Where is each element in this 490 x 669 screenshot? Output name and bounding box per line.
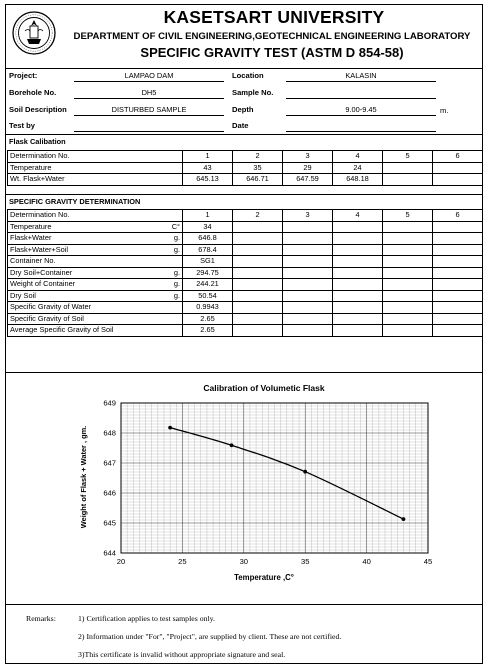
data-point bbox=[303, 470, 307, 474]
row-label: Temperature bbox=[8, 162, 183, 174]
table-cell: 24 bbox=[333, 162, 383, 174]
x-tick-label: 35 bbox=[300, 557, 310, 566]
data-point bbox=[168, 426, 172, 430]
table-cell bbox=[383, 325, 433, 337]
y-tick-label: 649 bbox=[103, 398, 116, 408]
table-cell bbox=[283, 302, 333, 314]
table-row bbox=[8, 302, 483, 314]
flask-calibration-table bbox=[7, 150, 483, 186]
table-cell bbox=[233, 279, 283, 291]
header bbox=[6, 5, 482, 69]
depth-value: 9.00-9.45 bbox=[345, 105, 377, 114]
table-cell bbox=[233, 256, 283, 268]
table-cell: 3 bbox=[283, 151, 333, 163]
table-cell bbox=[383, 162, 433, 174]
table-cell: 1 bbox=[183, 210, 233, 222]
sample-label: Sample No. bbox=[232, 88, 274, 97]
row-unit: g. bbox=[173, 290, 180, 300]
divider bbox=[6, 372, 482, 373]
y-tick-label: 646 bbox=[103, 488, 116, 498]
table-row bbox=[8, 313, 483, 325]
row-label bbox=[8, 302, 183, 314]
department-title: DEPARTMENT OF CIVIL ENGINEERING,GEOTECHNICAL ENGINEERING LABORATORY bbox=[73, 31, 471, 42]
table-cell: 294.75 bbox=[183, 267, 233, 279]
divider bbox=[6, 68, 482, 69]
table-cell bbox=[433, 267, 483, 279]
table-cell bbox=[383, 221, 433, 233]
row-label-text: Weight of Container bbox=[10, 279, 76, 288]
soil-description-value: DISTURBED SAMPLE bbox=[111, 105, 187, 114]
table-cell: 4 bbox=[333, 151, 383, 163]
table-row bbox=[8, 151, 483, 163]
row-label: Wt. Flask+Water bbox=[8, 174, 183, 186]
table-cell bbox=[433, 290, 483, 302]
divider bbox=[6, 134, 482, 135]
x-tick-label: 30 bbox=[239, 557, 249, 566]
table-row bbox=[8, 325, 483, 337]
table-row bbox=[8, 221, 483, 233]
row-label-text: Container No. bbox=[10, 256, 56, 265]
chart-grid bbox=[121, 403, 428, 553]
table-cell bbox=[233, 313, 283, 325]
table-cell bbox=[283, 279, 333, 291]
row-label bbox=[8, 210, 183, 222]
table-cell bbox=[283, 325, 333, 337]
divider bbox=[6, 194, 482, 195]
table-cell: 0.9943 bbox=[183, 302, 233, 314]
sample-line bbox=[286, 98, 436, 99]
test-by-line bbox=[74, 131, 224, 132]
data-point bbox=[402, 517, 406, 521]
row-unit: g. bbox=[173, 279, 180, 288]
y-tick-label: 647 bbox=[103, 458, 116, 468]
y-tick-label: 648 bbox=[103, 428, 116, 438]
table-cell bbox=[233, 221, 283, 233]
university-seal-logo bbox=[12, 11, 56, 55]
table-row bbox=[8, 267, 483, 279]
remarks-label: Remarks: bbox=[26, 614, 56, 623]
table-cell bbox=[283, 221, 333, 233]
table-cell bbox=[433, 162, 483, 174]
table-cell bbox=[433, 174, 483, 186]
row-label-text: Determination No. bbox=[10, 210, 70, 219]
project-line bbox=[74, 81, 224, 82]
table-cell bbox=[383, 313, 433, 325]
y-axis-label: Weight of Flask + Water , gm. bbox=[79, 425, 88, 529]
table-cell bbox=[433, 302, 483, 314]
table-row bbox=[8, 279, 483, 291]
table-cell bbox=[333, 233, 383, 245]
row-label bbox=[8, 233, 183, 245]
row-unit: g. bbox=[173, 267, 180, 277]
flask-calibration-chart bbox=[66, 377, 436, 593]
table-cell: 646.8 bbox=[183, 233, 233, 245]
table-cell bbox=[383, 302, 433, 314]
sg-determination-table bbox=[7, 209, 483, 337]
project-label: Project: bbox=[9, 71, 38, 80]
table-cell bbox=[433, 313, 483, 325]
table-row bbox=[8, 162, 483, 174]
table-cell bbox=[433, 325, 483, 337]
test-by-label: Test by bbox=[9, 121, 36, 130]
table-cell: 2 bbox=[233, 210, 283, 222]
location-value: KALASIN bbox=[345, 71, 377, 80]
y-tick-label: 644 bbox=[103, 548, 116, 558]
table-cell bbox=[383, 174, 433, 186]
table-cell bbox=[433, 279, 483, 291]
row-label-text: Flask+Water+Soil bbox=[10, 244, 69, 254]
table-cell: 647.59 bbox=[283, 174, 333, 186]
table-cell bbox=[283, 267, 333, 279]
row-label bbox=[8, 221, 183, 233]
table-cell: 6 bbox=[433, 210, 483, 222]
table-cell bbox=[283, 256, 333, 268]
table-cell bbox=[233, 302, 283, 314]
table-cell: 648.18 bbox=[333, 174, 383, 186]
table-cell: 35 bbox=[233, 162, 283, 174]
date-line bbox=[286, 131, 436, 132]
test-sheet bbox=[5, 4, 483, 664]
table-cell bbox=[383, 279, 433, 291]
table-cell: 4 bbox=[333, 210, 383, 222]
project-value: LAMPAO DAM bbox=[124, 71, 174, 80]
row-label-text: Flask+Water bbox=[10, 233, 52, 242]
table-cell bbox=[383, 267, 433, 279]
row-label bbox=[8, 290, 183, 302]
x-tick-label: 20 bbox=[116, 557, 126, 566]
remark-item: 3)This certificate is invalid without appropriate signature and seal. bbox=[78, 650, 286, 659]
remark-item: 1) Certification applies to test samples only. bbox=[78, 614, 215, 623]
table-row bbox=[8, 290, 483, 302]
table-row bbox=[8, 256, 483, 268]
table-cell bbox=[433, 233, 483, 245]
sg-determination-title: SPECIFIC GRAVITY DETERMINATION bbox=[9, 197, 141, 206]
table-cell: 50.54 bbox=[183, 290, 233, 302]
data-point bbox=[230, 443, 234, 447]
depth-line bbox=[286, 115, 436, 116]
chart-title: Calibration of Volumetic Flask bbox=[203, 383, 325, 393]
table-cell: 1 bbox=[183, 151, 233, 163]
table-cell bbox=[333, 279, 383, 291]
table-cell bbox=[433, 221, 483, 233]
table-cell bbox=[333, 267, 383, 279]
test-title: SPECIFIC GRAVITY TEST (ASTM D 854-58) bbox=[140, 45, 404, 60]
x-tick-label: 40 bbox=[362, 557, 371, 566]
row-label bbox=[8, 313, 183, 325]
row-label bbox=[8, 279, 183, 291]
soil-description-label: Soil Description bbox=[9, 105, 67, 114]
table-cell bbox=[233, 290, 283, 302]
date-label: Date bbox=[232, 121, 249, 130]
table-cell: 3 bbox=[283, 210, 333, 222]
borehole-value: DH5 bbox=[141, 88, 157, 97]
table-cell: 678.4 bbox=[183, 244, 233, 256]
table-cell: 645.13 bbox=[183, 174, 233, 186]
row-label bbox=[8, 244, 183, 256]
table-cell: 5 bbox=[383, 151, 433, 163]
table-cell bbox=[283, 313, 333, 325]
table-cell bbox=[283, 244, 333, 256]
table-cell bbox=[383, 290, 433, 302]
table-cell: SG1 bbox=[183, 256, 233, 268]
row-label-text: Specific Gravity of Soil bbox=[10, 313, 84, 323]
table-cell: 2.65 bbox=[183, 325, 233, 337]
row-label-text: Temperature bbox=[10, 221, 52, 231]
table-cell bbox=[383, 233, 433, 245]
table-cell: 29 bbox=[283, 162, 333, 174]
table-row bbox=[8, 244, 483, 256]
x-tick-label: 25 bbox=[178, 557, 187, 566]
remark-item: 2) Information under "For", "Project", are supplied by client. These are not certified. bbox=[78, 632, 342, 641]
depth-label: Depth bbox=[232, 105, 254, 114]
table-cell bbox=[333, 325, 383, 337]
row-label-text: Dry Soil+Container bbox=[10, 267, 73, 277]
y-tick-label: 645 bbox=[103, 518, 116, 528]
row-label bbox=[8, 267, 183, 279]
row-label bbox=[8, 256, 183, 268]
table-cell bbox=[333, 221, 383, 233]
table-cell: 34 bbox=[183, 221, 233, 233]
table-cell bbox=[233, 267, 283, 279]
row-unit: g. bbox=[173, 233, 180, 242]
table-cell bbox=[283, 290, 333, 302]
table-cell: 5 bbox=[383, 210, 433, 222]
x-tick-label: 45 bbox=[423, 557, 433, 566]
table-row bbox=[8, 233, 483, 245]
soil-description-line bbox=[74, 115, 224, 116]
depth-unit: m. bbox=[440, 106, 449, 115]
table-cell bbox=[433, 244, 483, 256]
table-cell: 2.65 bbox=[183, 313, 233, 325]
table-cell: 244.21 bbox=[183, 279, 233, 291]
table-cell bbox=[333, 244, 383, 256]
row-label-text: Average Specific Gravity of Soil bbox=[10, 325, 114, 334]
university-title: KASETSART UNIVERSITY bbox=[163, 7, 385, 27]
table-cell bbox=[433, 256, 483, 268]
table-cell bbox=[333, 256, 383, 268]
table-cell bbox=[383, 244, 433, 256]
table-cell: 2 bbox=[233, 151, 283, 163]
row-unit: g. bbox=[173, 244, 180, 254]
row-unit: C° bbox=[171, 221, 180, 231]
borehole-line bbox=[74, 98, 224, 99]
table-cell bbox=[383, 256, 433, 268]
x-axis-label: Temperature ,C° bbox=[234, 573, 294, 582]
table-cell bbox=[333, 313, 383, 325]
location-line bbox=[286, 81, 436, 82]
table-cell bbox=[333, 290, 383, 302]
table-cell: 646.71 bbox=[233, 174, 283, 186]
table-cell bbox=[233, 244, 283, 256]
location-label: Location bbox=[232, 71, 264, 80]
table-row bbox=[8, 174, 483, 186]
row-label-text: Dry Soil bbox=[10, 290, 36, 300]
table-cell: 6 bbox=[433, 151, 483, 163]
borehole-label: Borehole No. bbox=[9, 88, 57, 97]
table-row bbox=[8, 210, 483, 222]
table-cell bbox=[233, 325, 283, 337]
row-label bbox=[8, 325, 183, 337]
row-label: Determination No. bbox=[8, 151, 183, 163]
table-cell bbox=[233, 233, 283, 245]
divider bbox=[6, 604, 482, 605]
table-cell bbox=[333, 302, 383, 314]
table-cell bbox=[283, 233, 333, 245]
table-cell: 43 bbox=[183, 162, 233, 174]
row-label-text: Specific Gravity of Water bbox=[10, 302, 92, 311]
flask-calibration-title: Flask Calibation bbox=[9, 137, 66, 146]
